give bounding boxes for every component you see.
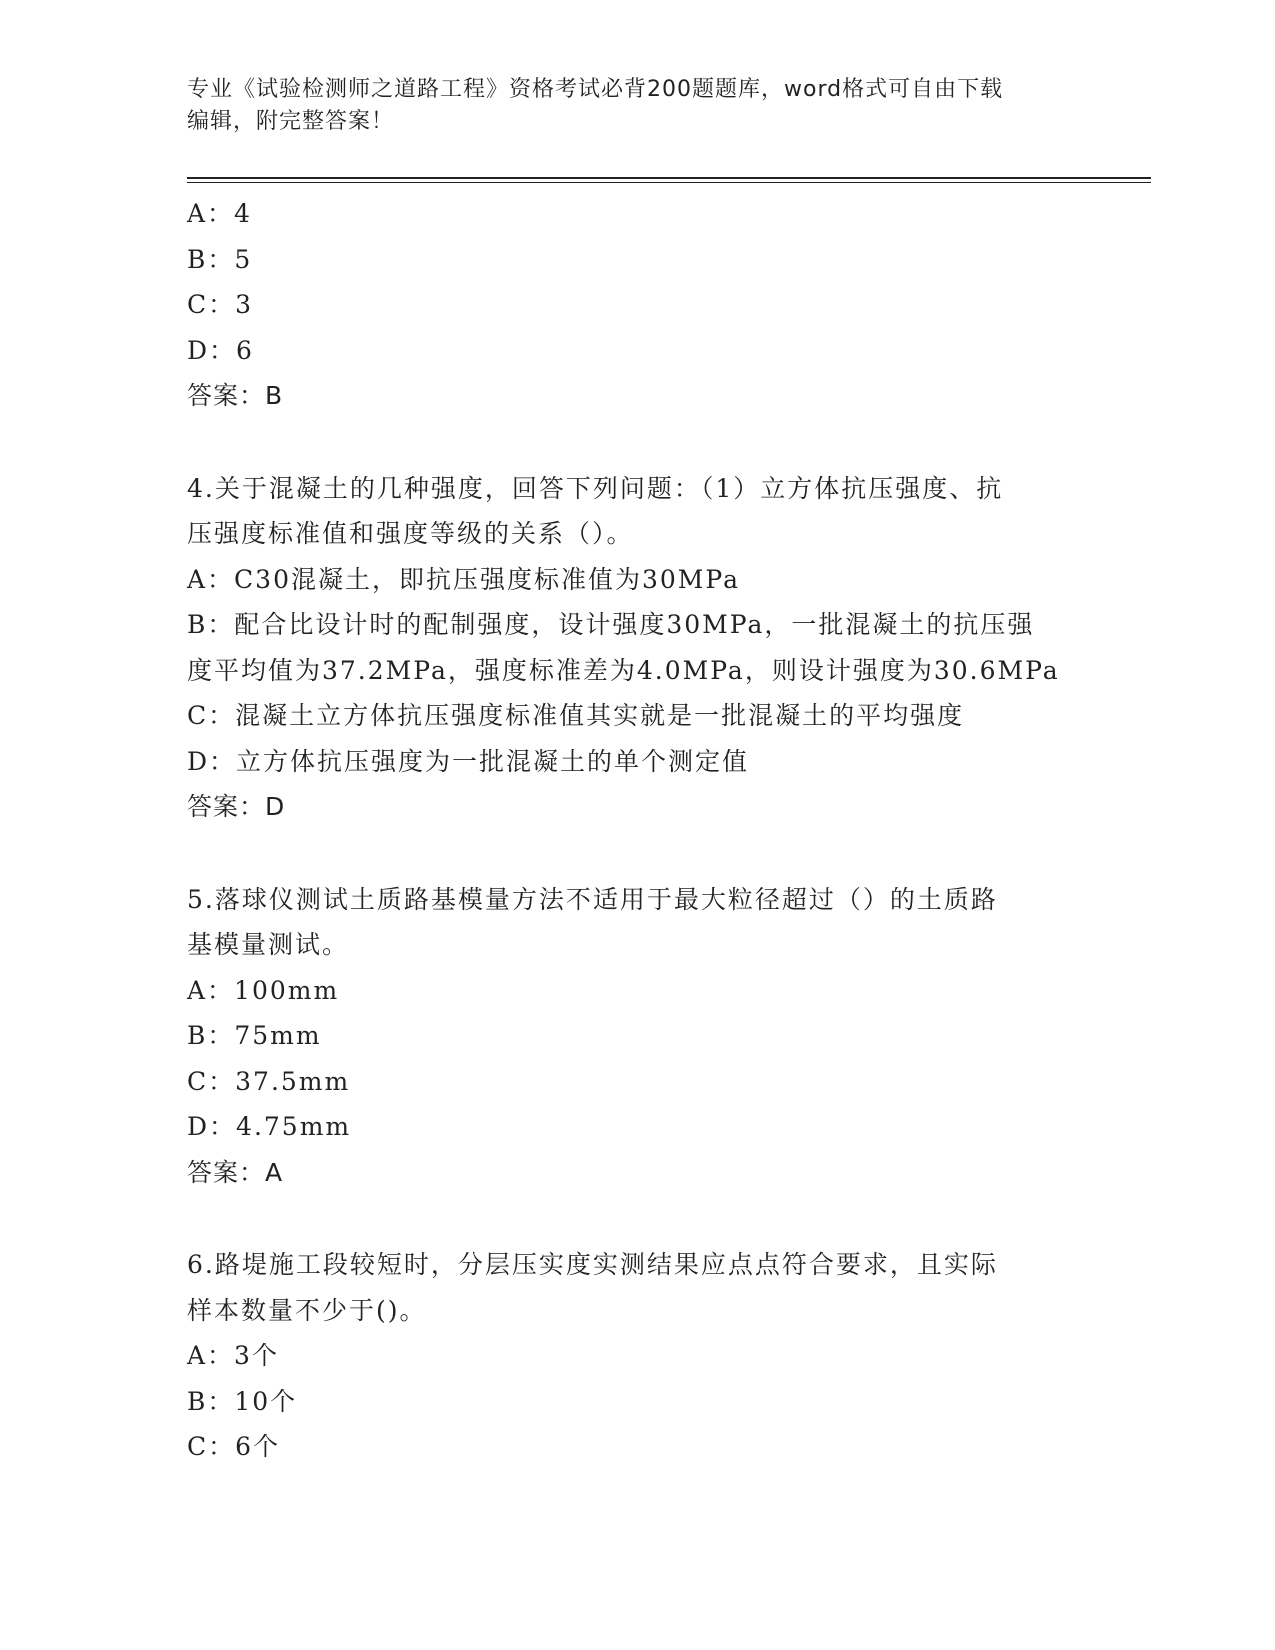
question-spacer	[187, 1195, 1087, 1242]
question-item	[187, 466, 1087, 830]
header-title-line-2: 编辑，附完整答案！	[187, 109, 395, 134]
header-title-line-1: 专业《试验检测师之道路工程》资格考试必背200题题库，word格式可自由下载	[187, 77, 1004, 102]
question-item	[187, 877, 1087, 1196]
option-b: B：配合比设计时的配制强度，设计强度30MPa，一批混凝土的抗压强	[187, 610, 1035, 639]
question-stem-line: 基模量测试。	[187, 930, 350, 959]
option-b: B：10个	[187, 1386, 298, 1416]
option-d: D：立方体抗压强度为一批混凝土的单个测定值	[187, 746, 750, 776]
option-a: A：4	[187, 199, 252, 228]
option-c: C：6个	[187, 1432, 281, 1461]
document-header	[187, 74, 1087, 138]
option-b-continued: 度平均值为37.2MPa，强度标准差为4.0MPa，则设计强度为30.6MPa	[187, 655, 1060, 685]
option-b: B：75mm	[187, 1021, 322, 1050]
answer-text: 答案：A	[187, 1157, 284, 1187]
option-b: B：5	[187, 244, 253, 274]
question-stem-line: 样本数量不少于()。	[187, 1295, 427, 1325]
option-a: A：C30混凝土，即抗压强度标准值为30MPa	[187, 564, 741, 594]
option-c: C：3	[187, 290, 254, 319]
question-item	[187, 1242, 1087, 1470]
option-c: C：混凝土立方体抗压强度标准值其实就是一批混凝土的平均强度	[187, 701, 965, 730]
option-a: A：100mm	[187, 975, 340, 1005]
header-divider-thin	[187, 182, 1151, 183]
answer-text: 答案：D	[187, 792, 286, 821]
question-spacer	[187, 830, 1087, 877]
option-d: D：6	[187, 335, 254, 365]
question-spacer	[187, 419, 1087, 466]
question-stem-line: 压强度标准值和强度等级的关系（）。	[187, 519, 634, 548]
question-list	[187, 191, 1087, 1470]
question-stem-line: 5.落球仪测试土质路基模量方法不适用于最大粒径超过（）的土质路	[187, 884, 998, 914]
answer-text: 答案：B	[187, 381, 284, 410]
question-stem-line: 4.关于混凝土的几种强度，回答下列问题：（1）立方体抗压强度、抗	[187, 473, 1004, 503]
option-c: C：37.5mm	[187, 1066, 351, 1096]
question-stem-line: 6.路堤施工段较短时，分层压实度实测结果应点点符合要求，且实际	[187, 1250, 998, 1279]
header-divider-thick	[187, 177, 1151, 179]
question-item	[187, 191, 1087, 419]
option-a: A：3个	[187, 1341, 279, 1370]
option-d: D：4.75mm	[187, 1112, 352, 1141]
